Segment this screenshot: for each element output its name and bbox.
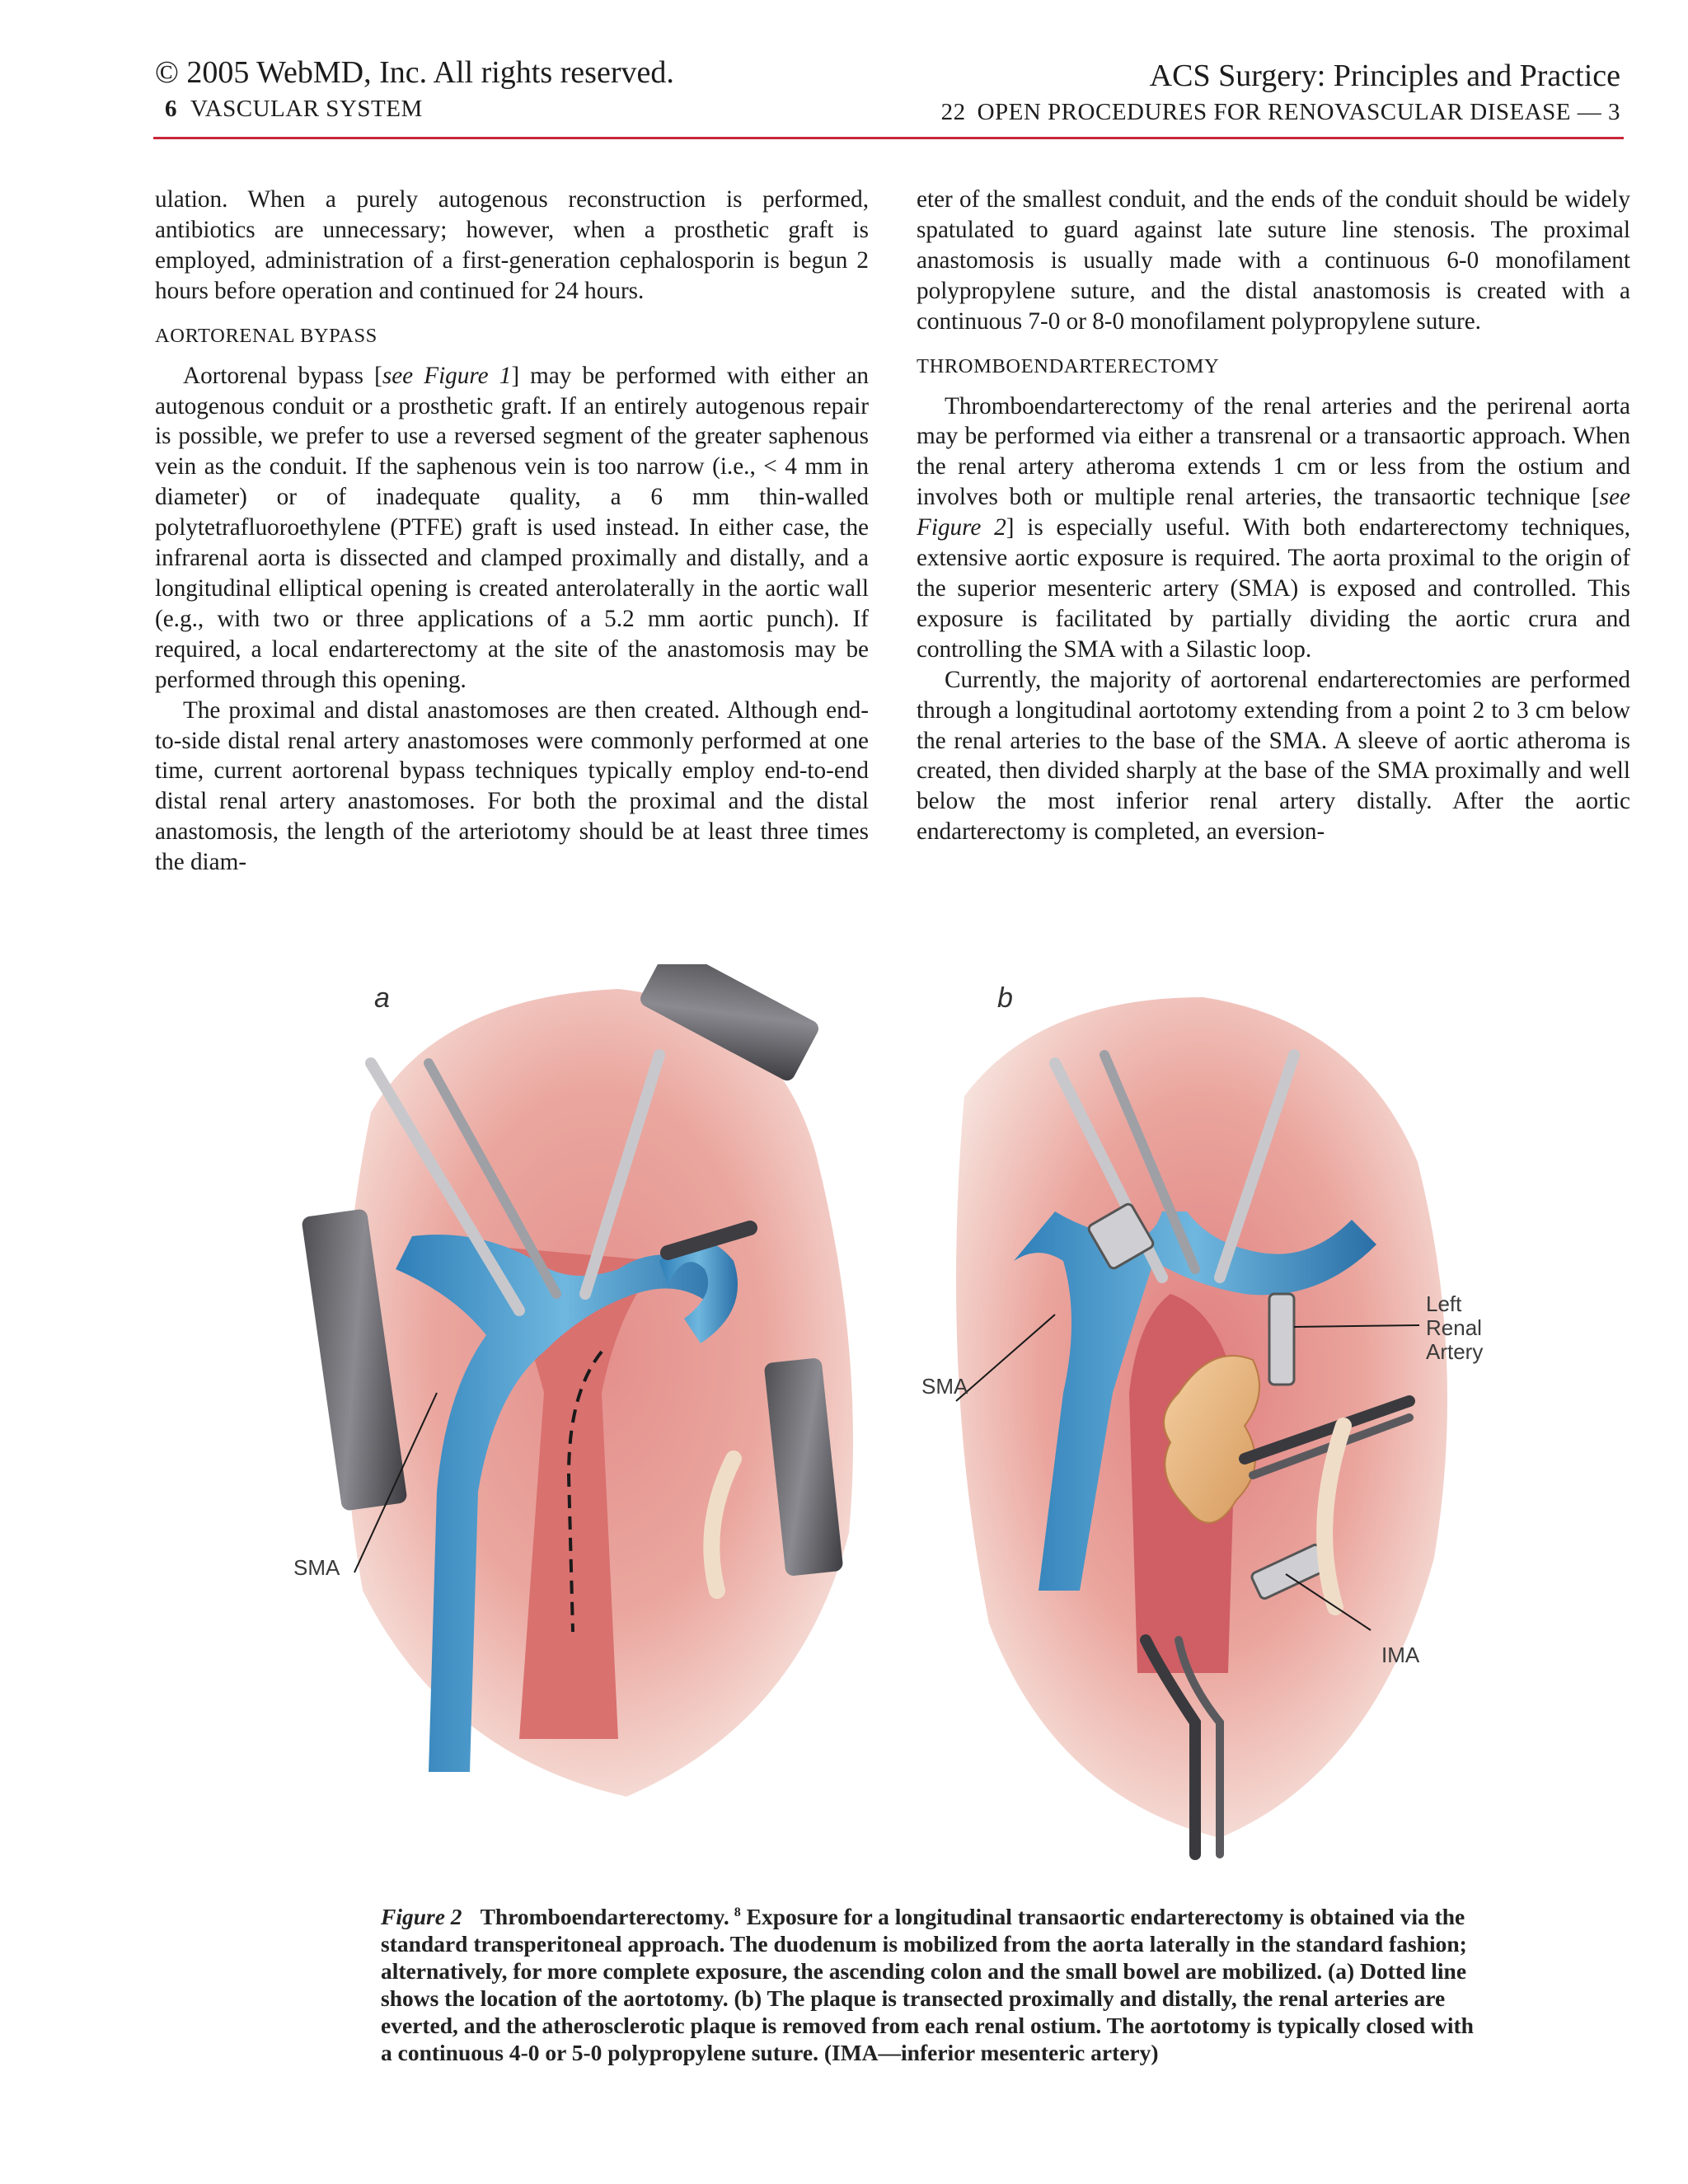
figure-2 — [272, 964, 1657, 1871]
heading-thromboendarterectomy: THROMBOENDARTERECTOMY — [917, 354, 1220, 377]
caption-title: Thromboendarterectomy. — [480, 1904, 729, 1930]
header-copyright: © 2005 WebMD, Inc. All rights reserved. — [155, 55, 674, 90]
left-column — [155, 185, 869, 878]
figure-2-reference[interactable]: see Figure 2 — [917, 484, 1630, 541]
left-paragraph-1: ulation. When a purely autogenous reconstruction is performed, antibiotics are unnecessary; however, when a prosthetic graft is employed, administration of a first-generation cephalosporin is begun 2 hours before operation and continued for 24 hours. — [155, 186, 869, 304]
caption-text: Exposure for a longitudinal transaortic endarterectomy is obtained via the standard transperitoneal approach. The duodenum is mobilized from the aorta laterally in the standard fashion; alternatively, for more complete exposure, the ascending colon and the small bowel are mobilized. (a) Dotted line shows the location of the aortotomy. (b) The plaque is transected proximally and distally, the renal arteries are everted, and the atherosclerotic plaque is removed from each renal ostium. The aortotomy is typically closed with a continuous 4-0 or 5-0 polypropylene suture. (IMA—inferior mesenteric artery) — [381, 1904, 1474, 2066]
figure-caption — [381, 1899, 1477, 2066]
caption-label: Figure 2 — [381, 1904, 462, 1930]
left-paragraph-3: The proximal and distal anastomoses are then created. Although end-to-side distal renal artery anastomoses were commonly performed at one time, current aortorenal bypass techniques typically employ end-to-end distal renal artery anastomoses. For both the proximal and the distal anastomosis, the length of the arteriotomy should be at least three times the diam- — [155, 696, 869, 876]
left-paragraph-2 — [155, 361, 869, 696]
header-chapter — [941, 99, 1620, 126]
caption-reference: 8 — [734, 1905, 741, 1919]
figure-1-reference[interactable]: see Figure 1 — [382, 362, 512, 389]
label-sma-panel-a: SMA — [293, 1555, 340, 1580]
right-column — [917, 185, 1630, 847]
header-section — [165, 96, 423, 123]
label-left-renal-line-1: Left — [1426, 1291, 1462, 1316]
panel-b-letter: b — [997, 982, 1013, 1014]
right-paragraph-2 — [917, 391, 1630, 665]
figure-illustration — [272, 964, 1657, 1871]
header-book-title: ACS Surgery: Principles and Practice — [1149, 59, 1620, 93]
panel-a-illustration — [301, 964, 853, 1797]
label-left-renal-line-2: Renal — [1426, 1315, 1482, 1340]
section-number: 6 — [165, 96, 177, 122]
right-paragraph-1: eter of the smallest conduit, and the ends of the conduit should be widely spatulated to guard against late suture line stenosis. The proximal anastomosis is usually made with a continuous 6-0 monofilament polypropylene suture, and the distal anastomosis is created with a continuous 7-0 or 8-0 monofilament polypropylene suture. — [917, 186, 1630, 335]
section-title: VASCULAR SYSTEM — [190, 96, 423, 122]
panel-b-illustration — [956, 997, 1447, 1854]
panel-a-letter: a — [374, 982, 390, 1014]
chapter-number: 22 — [940, 99, 966, 125]
right-p2-end: ] is especially useful. With both endarterectomy techniques, extensive aortic exposure is required. The aorta proximal to the origin of the superior mesenteric artery (SMA) is exposed and controlled. This exposure is facilitated by partially dividing the aortic crura and controlling the SMA with a Silastic loop. — [917, 514, 1630, 663]
label-ima: IMA — [1381, 1643, 1420, 1667]
heading-aortorenal-bypass: AORTORENAL BYPASS — [155, 324, 377, 347]
right-paragraph-3: Currently, the majority of aortorenal endarterectomies are performed through a longitudinal aortotomy extending from a point 2 to 3 cm below the renal arteries to the base of the SMA. A sleeve of aortic atheroma is created, then divided sharply at the base of the SMA proximally and well below the most inferior renal artery distally. After the aortic endarterectomy is completed, an eversion- — [917, 666, 1630, 846]
label-sma-panel-b: SMA — [921, 1374, 968, 1399]
left-p2-end: ] may be performed with either an autogenous conduit or a prosthetic graft. If an entirely autogenous repair is possible, we prefer to use a reversed segment of the greater saphenous vein as the conduit. If the saphenous vein is too narrow (i.e., < 4 mm in diameter) or of inadequate quality, a 6 mm thin-walled polytetrafluoroethylene (PTFE) graft is used instead. In either case, the infrarenal aorta is dissected and clamped proximally and distally, and a longitudinal elliptical opening is created anterolaterally in the aortic wall (e.g., with two or three applications of a 5.2 mm aortic punch). If required, a local endarterectomy at the site of the anastomosis may be performed through this opening. — [155, 362, 869, 693]
label-left-renal-line-3: Artery — [1426, 1339, 1484, 1364]
chapter-title: OPEN PROCEDURES FOR RENOVASCULAR DISEASE — 3 — [977, 99, 1620, 125]
header-rule — [153, 137, 1624, 139]
left-p2-start: Aortorenal bypass [ — [183, 362, 382, 389]
right-p2-start: Thromboendarterectomy of the renal arteries and the perirenal aorta may be performed via either a transrenal or a transaortic approach. When the renal artery atheroma extends 1 cm or less from the ostium and involves both or multiple renal arteries, the transaortic technique [ — [917, 392, 1630, 511]
label-left-renal-artery — [1426, 1292, 1483, 1364]
